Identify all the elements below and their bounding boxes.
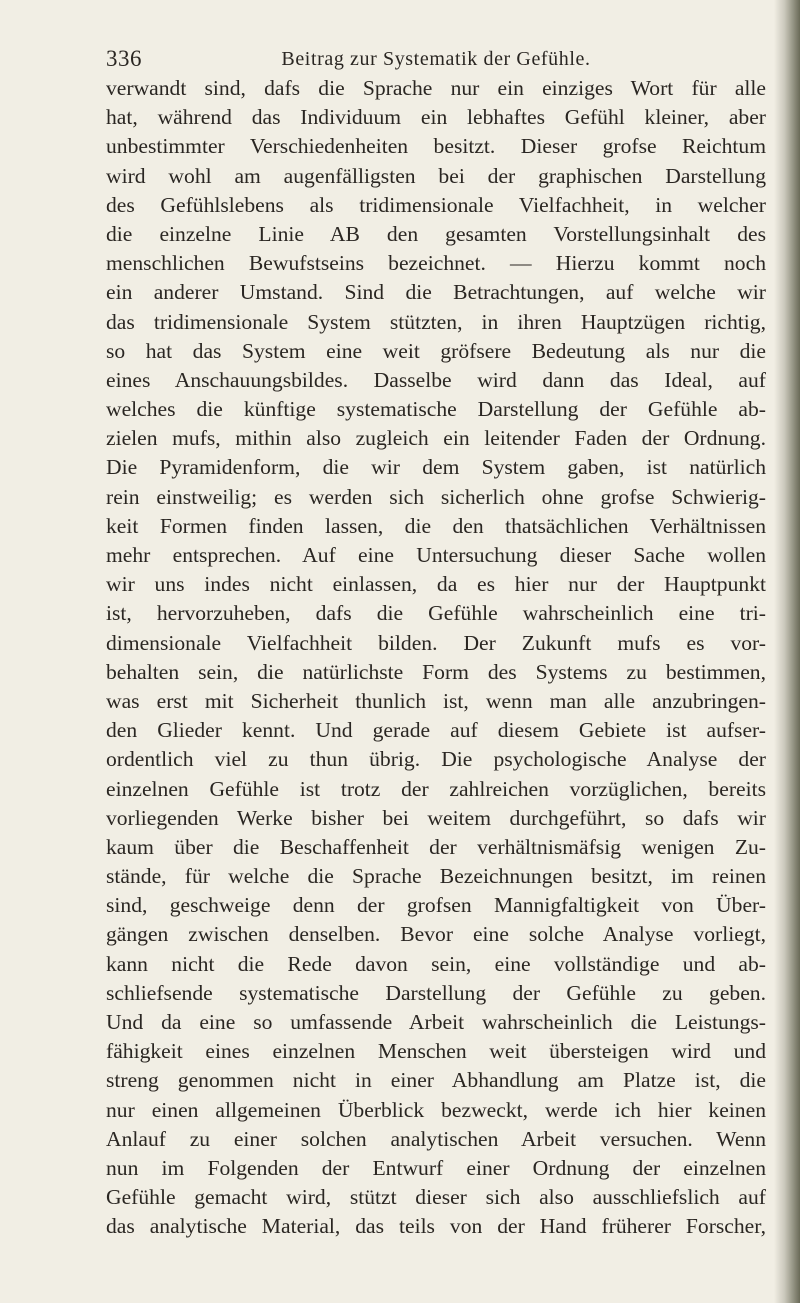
text-line: Gefühle gemacht wird, stützt dieser sich also ausschliefslich auf [106,1185,766,1210]
text-line: unbestimmter Verschiedenheiten besitzt. Dieser grofse Reichtum [106,134,766,159]
text-line: das analytische Material, das teils von der Hand früherer Forscher, [106,1214,766,1239]
text-line: den Glieder kennt. Und gerade auf diesem Gebiete ist aufser- [106,718,766,743]
text-line: sind, geschweige denn der grofsen Mannigfaltigkeit von Über- [106,893,766,918]
text-line: das tridimensionale System stützten, in ihren Hauptzügen richtig, [106,309,766,334]
text-line: verwandt sind, dafs die Sprache nur ein einziges Wort für alle [106,76,766,100]
text-line: dimensionale Vielfachheit bilden. Der Zukunft mufs es vor- [106,630,766,655]
page-number: 336 [106,46,142,71]
text-line: fähigkeit eines einzelnen Menschen weit übersteigen wird und [106,1039,766,1064]
text-line: Und da eine so umfassende Arbeit wahrscheinlich die Leistungs- [106,1010,766,1034]
text-line: so hat das System eine weit gröfsere Bedeutung als nur die [106,338,766,363]
body-paragraph [106,74,766,1242]
text-line: hat, während das Individuum ein lebhaftes Gefühl kleiner, aber [106,105,766,130]
text-line: einzelnen Gefühle ist trotz der zahlreichen vorzüglichen, bereits [106,776,766,801]
page-edge-shadow [774,0,800,1303]
text-line: welches die künftige systematische Darstellung der Gefühle ab- [106,397,766,422]
text-line: menschlichen Bewufstseins bezeichnet. — Hierzu kommt noch [106,251,766,276]
running-title: Beitrag zur Systematik der Gefühle. [281,48,591,70]
text-line: des Gefühlslebens als tridimensionale Vielfachheit, in welcher [106,192,766,217]
text-line: ordentlich viel zu thun übrig. Die psychologische Analyse der [106,747,766,772]
text-line: behalten sein, die natürlichste Form des Systems zu bestimmen, [106,659,766,684]
text-line: nun im Folgenden der Entwurf einer Ordnung der einzelnen [106,1155,766,1180]
text-line: die einzelne Linie AB den gesamten Vorstellungsinhalt des [106,221,766,246]
text-line: keit Formen finden lassen, die den thatsächlichen Verhältnissen [106,513,766,538]
text-line: wir uns indes nicht einlassen, da es hier nur der Hauptpunkt [106,572,766,597]
text-line: schliefsende systematische Darstellung der Gefühle zu geben. [106,980,766,1005]
text-line: stände, für welche die Sprache Bezeichnungen besitzt, im reinen [106,864,766,889]
text-line: streng genommen nicht in einer Abhandlung am Platze ist, die [106,1068,766,1093]
text-line: mehr entsprechen. Auf eine Untersuchung dieser Sache wollen [106,543,766,567]
text-line: ein anderer Umstand. Sind die Betrachtungen, auf welche wir [106,280,766,305]
text-line: eines Anschauungsbildes. Dasselbe wird dann das Ideal, auf [106,367,766,392]
text-line: ist, hervorzuheben, dafs die Gefühle wahrscheinlich eine tri- [106,601,766,626]
text-line: kann nicht die Rede davon sein, eine vollständige und ab- [106,951,766,976]
text-line: vorliegenden Werke bisher bei weitem durchgeführt, so dafs wir [106,805,766,830]
text-line: zielen mufs, mithin also zugleich ein leitender Faden der Ordnung. [106,426,766,451]
text-line: gängen zwischen denselben. Bevor eine solche Analyse vorliegt, [106,922,766,947]
text-line: wird wohl am augenfälligsten bei der graphischen Darstellung [106,163,766,188]
text-line: was erst mit Sicherheit thunlich ist, wenn man alle anzubringen- [106,688,766,713]
text-line: Die Pyramidenform, die wir dem System gaben, ist natürlich [106,455,766,480]
text-line: nur einen allgemeinen Überblick bezweckt, werde ich hier keinen [106,1097,766,1122]
text-line: Anlauf zu einer solchen analytischen Arbeit versuchen. Wenn [106,1126,766,1151]
text-line: kaum über die Beschaffenheit der verhältnismäfsig wenigen Zu- [106,834,766,859]
text-line: rein einstweilig; es werden sich sicherlich ohne grofse Schwierig- [106,484,766,509]
